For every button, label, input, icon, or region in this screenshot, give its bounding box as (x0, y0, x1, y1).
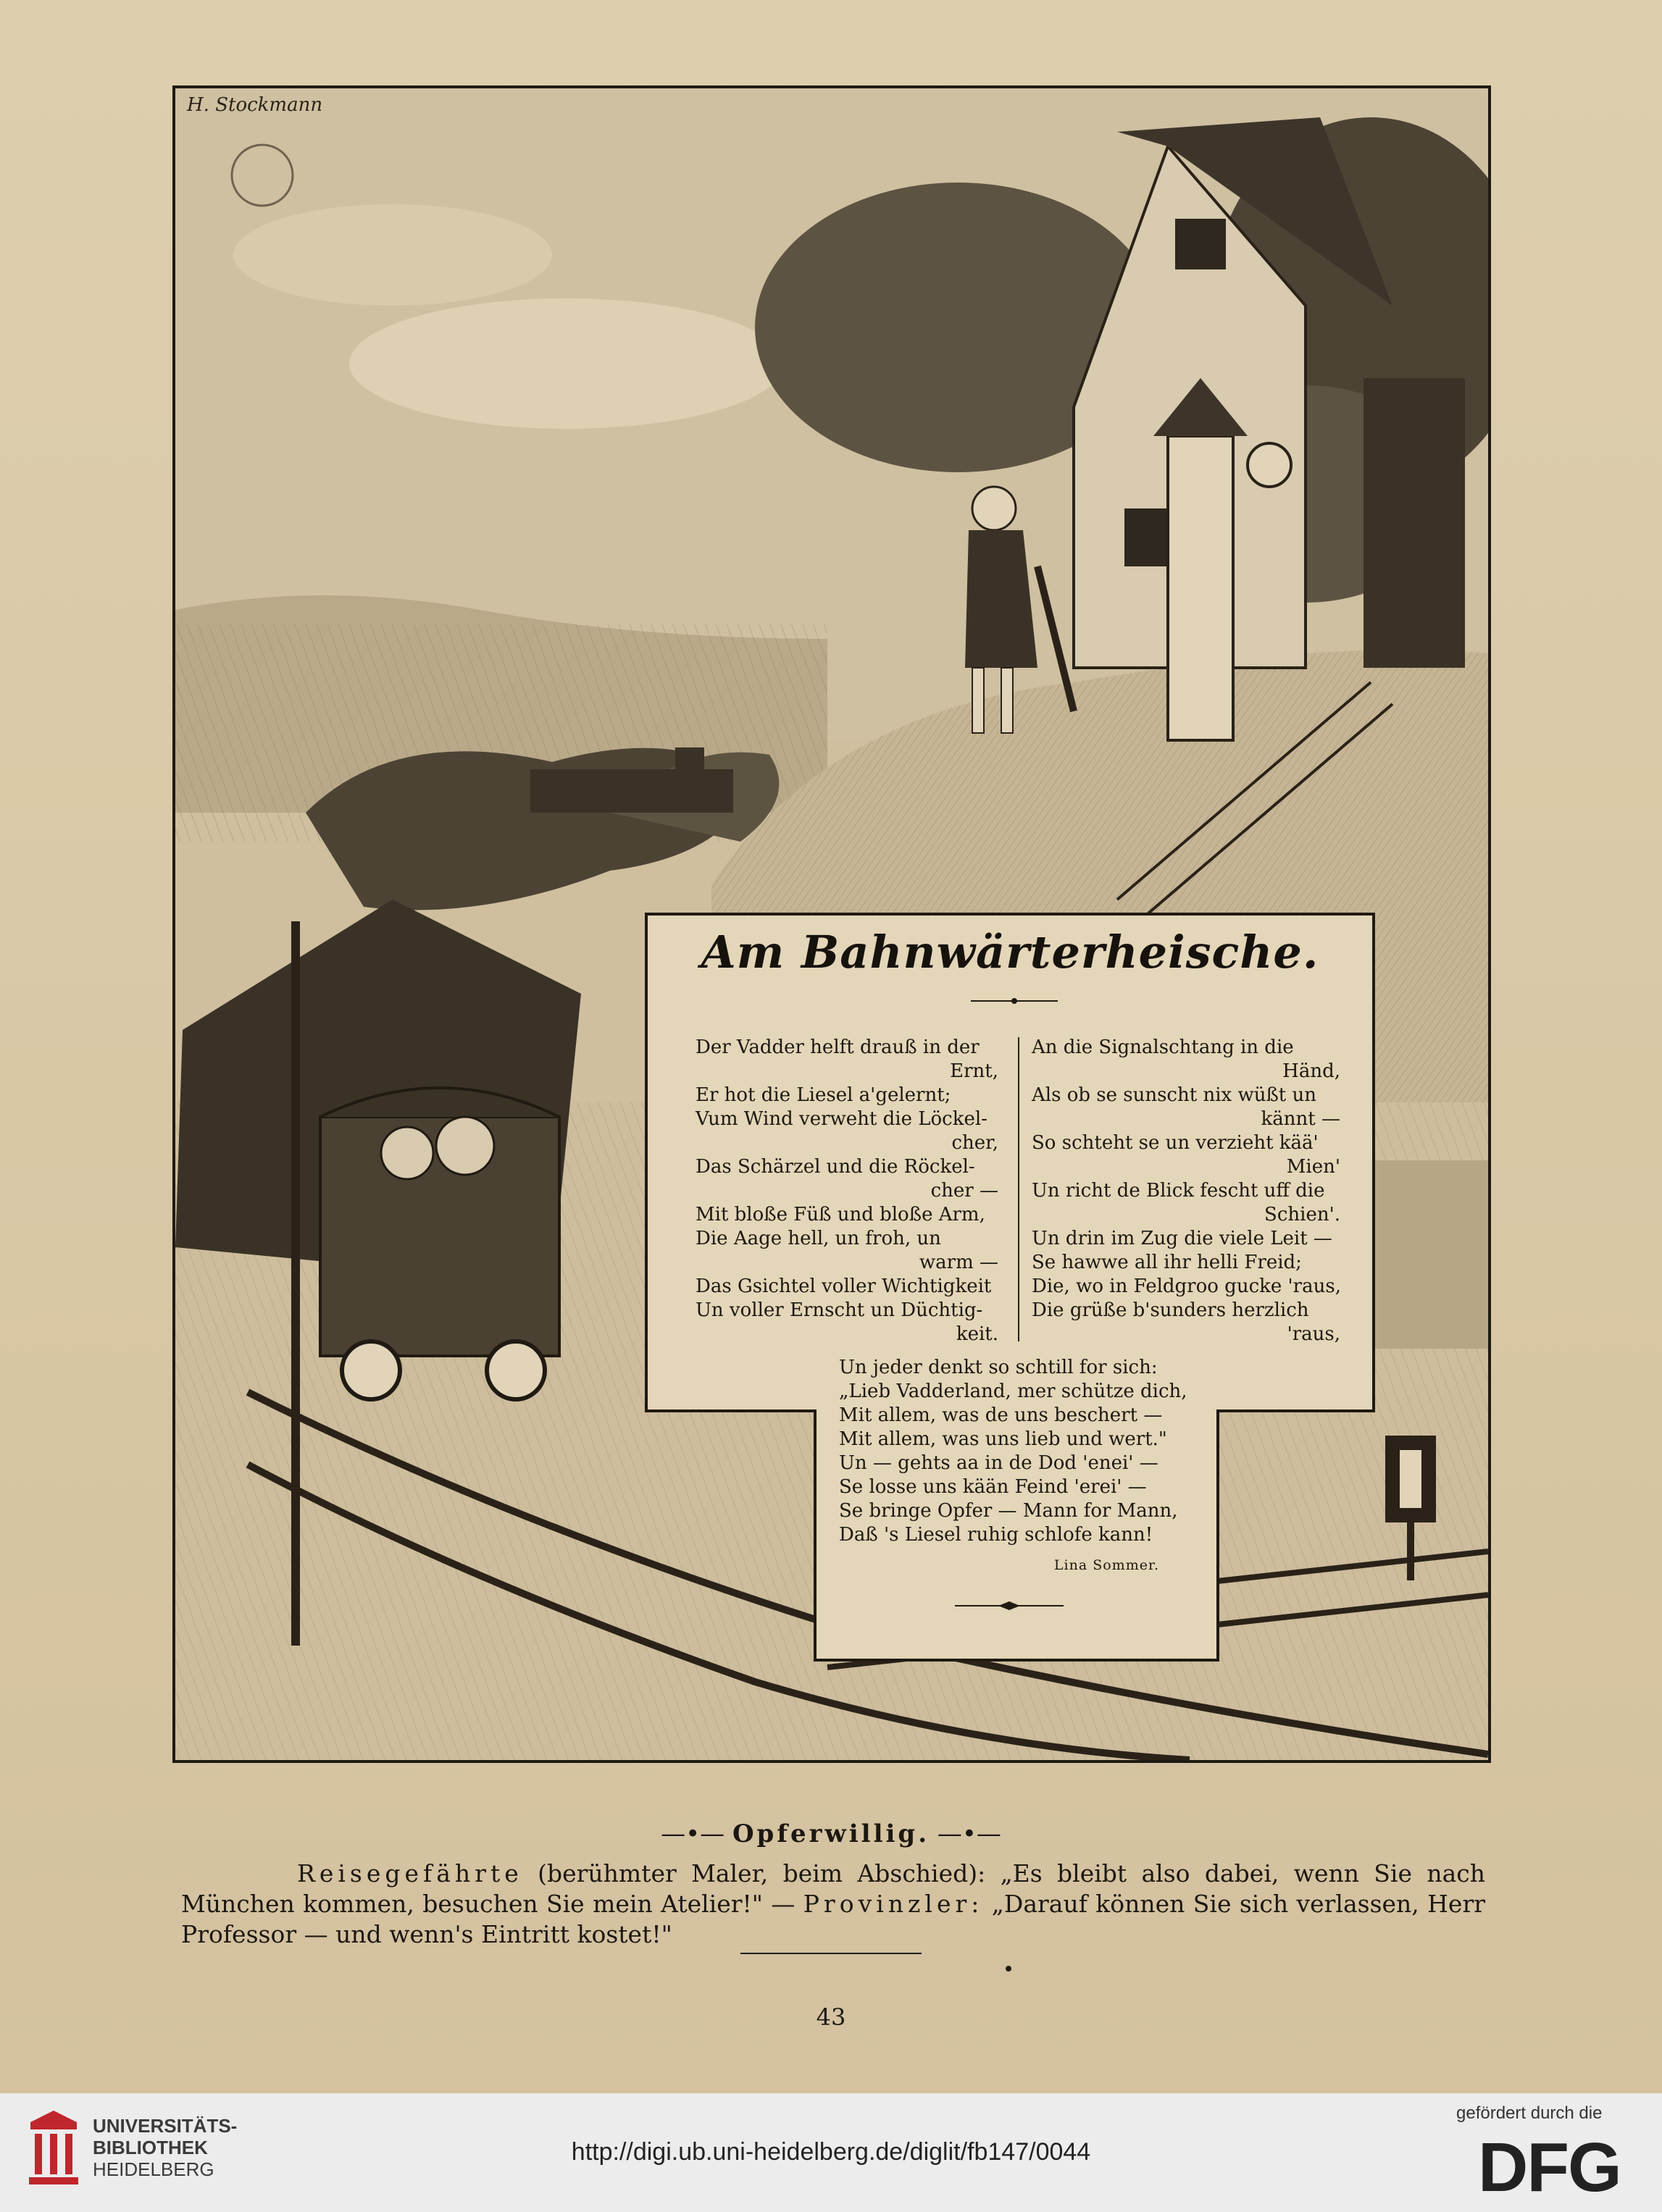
poem-line: Un voller Ernscht un Düchtig- (696, 1299, 983, 1321)
poem-line: Er hot die Liesel a'gelernt; (696, 1084, 951, 1106)
artist-signature: H. Stockmann (187, 94, 323, 116)
poem-line: Das Gsichtel voller Wichtigkeit (696, 1275, 992, 1297)
poem-line: Die grüße b'sunders herzlich (1032, 1299, 1309, 1321)
library-name-line2: BIBLIOTHEK (93, 2137, 208, 2158)
poem-line: warm — (919, 1252, 998, 1273)
poem-line: Se losse uns kään Feind 'erei' — (839, 1476, 1147, 1498)
poem-line: kännt — (1261, 1108, 1340, 1130)
page-number: 43 (816, 2003, 846, 2031)
poem-line: Vum Wind verweht die Löckel- (696, 1108, 987, 1130)
poem-line: „Lieb Vadderland, mer schütze dich, (839, 1381, 1187, 1402)
poem-line: Un richt de Blick fescht uff die (1032, 1180, 1325, 1202)
poem-line: Händ, (1282, 1060, 1340, 1082)
poem-line: Schien'. (1264, 1204, 1340, 1226)
footer-bar (0, 2093, 1662, 2212)
poem-line: So schteht se un verzieht kää' (1032, 1132, 1319, 1154)
permalink-url[interactable]: http://digi.ub.uni-heidelberg.de/diglit/fb147/0044 (571, 2138, 1091, 2166)
speaker-traveler: Reisegefährte (297, 1859, 523, 1888)
poem-line: Se hawwe all ihr helli Freid; (1032, 1252, 1302, 1273)
poem-line: Un — gehts aa in de Dod 'enei' — (839, 1452, 1158, 1474)
poem-line: Daß 's Liesel ruhig schlofe kann! (839, 1524, 1153, 1546)
dfg-logo: DFG (1478, 2129, 1621, 2206)
anecdote-title-text: Opferwillig. (732, 1819, 930, 1848)
library-name-line3: HEIDELBERG (93, 2158, 214, 2180)
poem-line: keit. (956, 1323, 998, 1345)
anecdote-part2: „Darauf können Sie sich verlassen, Herr Professor — und wenn's Eintritt kostet!" (181, 1890, 1486, 1948)
ink-dot (1006, 1966, 1011, 1972)
anecdote-title: —•— Opferwillig. —•— (661, 1819, 1001, 1848)
poem-line: Mien' (1286, 1156, 1340, 1178)
poem-line: Se bringe Opfer — Mann for Mann, (839, 1500, 1178, 1522)
separator-rule (740, 1953, 922, 1954)
poem-line: Un drin im Zug die viele Leit — (1032, 1228, 1332, 1249)
poem-line: Mit allem, was de uns beschert — (839, 1404, 1163, 1426)
library-name-line1: UNIVERSITÄTS- (93, 2115, 238, 2137)
poem-author: Lina Sommer. (1053, 1557, 1159, 1573)
anecdote-part1: (berühmter Maler, beim Abschied): „Es bleibt also dabei, wenn Sie nach München kommen, besuchen Sie mein Atelier!" — (181, 1859, 1485, 1918)
poem-right-column (1032, 1036, 1345, 1346)
poem-line: cher, (951, 1132, 998, 1154)
poem-line: Die, wo in Feldgroo gucke 'raus, (1032, 1275, 1341, 1297)
title-ornament (971, 997, 1058, 1005)
speaker-provincial: Provinzler: (803, 1890, 984, 1918)
poem-left-column (696, 1036, 1003, 1346)
poem-title: Am Bahnwärterheische. (701, 926, 1319, 979)
poem-line: Ernt, (950, 1060, 998, 1082)
poem-line: Der Vadder helft drauß in der (696, 1036, 980, 1058)
funding-note: gefördert durch die (1456, 2103, 1603, 2123)
column-divider (1018, 1037, 1019, 1341)
poem-line: Un jeder denkt so schtill for sich: (839, 1357, 1158, 1378)
poem-line: Als ob se sunscht nix wüßt un (1032, 1084, 1317, 1106)
poem-line: Mit allem, was uns lieb und wert." (839, 1428, 1167, 1450)
poem-final-stanza (839, 1356, 1201, 1547)
anecdote-text (181, 1859, 1485, 1950)
poem-line: Die Aage hell, un froh, un (696, 1228, 941, 1249)
end-ornament (955, 1601, 1064, 1611)
poem-line: Mit bloße Füß und bloße Arm, (696, 1204, 985, 1226)
poem-line: cher — (930, 1180, 998, 1202)
poem-line: An die Signalschtang in die (1032, 1036, 1294, 1058)
poem-line: Das Schärzel und die Röckel- (696, 1156, 975, 1178)
poem-line: 'raus, (1287, 1323, 1340, 1345)
